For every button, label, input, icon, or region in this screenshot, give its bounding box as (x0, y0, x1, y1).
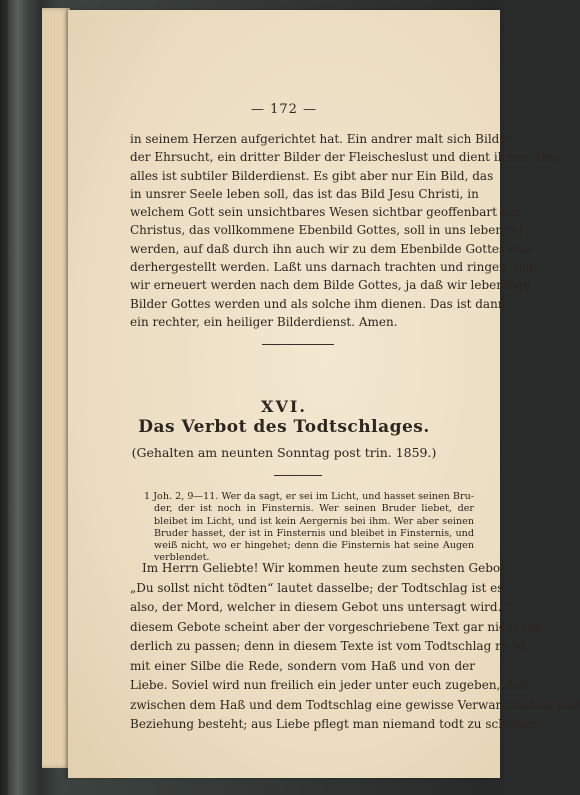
text-line: Im Herrn Geliebte! Wir kommen heute zum sechsten Gebot. (142, 561, 509, 575)
text-line: in seinem Herzen aufgerichtet hat. Ein andrer malt sich Bilder (130, 132, 513, 146)
verse-line: der, der ist noch in Finsternis. Wer seinen Bruder liebet, der (154, 503, 474, 515)
section-divider (262, 344, 334, 345)
text-line: „Du sollst nicht tödten“ lautet dasselbe; der Todtschlag ist es (130, 580, 504, 595)
section-title: Das Verbot des Todtschlages. (138, 417, 430, 437)
top-paragraph (130, 130, 559, 331)
scripture-verse (144, 491, 474, 565)
text-line: welchem Gott sein unsichtbares Wesen sichtbar geoffenbart hat. (130, 205, 525, 220)
text-line: ein rechter, ein heiliger Bilderdienst. Amen. (130, 314, 398, 329)
page-edges (42, 8, 70, 768)
body-paragraph (130, 559, 580, 735)
text-line: Liebe. Soviel wird nun freilich ein jeder unter euch zugeben, daß (130, 678, 528, 692)
section-number: XVI. (261, 397, 307, 416)
text-line: in unsrer Seele leben soll, das ist das Bild Jesu Christi, in (130, 186, 479, 201)
verse-line: weiß nicht, wo er hingehet; denn die Finsternis hat seine Augen (154, 540, 474, 552)
verse-line: 1 Joh. 2, 9—11. Wer da sagt, er sei im Licht, und hasset seinen Bru- (144, 491, 474, 502)
verse-line: Bruder hasset, der ist in Finsternis und bleibet in Finsternis, und (154, 527, 474, 539)
text-line: Beziehung besteht; aus Liebe pflegt man niemand todt zu schlagen, (130, 717, 544, 731)
text-line: wir erneuert werden nach dem Bilde Gottes, ja daß wir lebendige (130, 278, 531, 293)
text-line: zwischen dem Haß und dem Todtschlag eine gewisse Verwandtschaft und (130, 697, 580, 712)
text-line: Christus, das vollkommene Ebenbild Gottes, soll in uns lebendig (130, 223, 523, 238)
text-line: Bilder Gottes werden und als solche ihm dienen. Das ist dann (130, 296, 506, 311)
text-line: diesem Gebote scheint aber der vorgeschriebene Text gar nicht son- (130, 619, 548, 634)
section-subtitle: (Gehalten am neunten Sonntag post trin. 1859.) (131, 445, 437, 460)
text-line: mit einer Silbe die Rede, sondern vom Haß und von der (130, 658, 475, 673)
text-line: derlich zu passen; denn in diesem Texte ist vom Todtschlag nicht (130, 639, 526, 653)
text-line: werden, auf daß durch ihn auch wir zu dem Ebenbilde Gottes wie- (130, 241, 535, 256)
verse-line: verblendet. (154, 552, 210, 564)
text-line: alles ist subtiler Bilderdienst. Es gibt aber nur Ein Bild, das (130, 168, 494, 183)
book-spine (8, 0, 42, 795)
book-page (68, 10, 580, 778)
text-line: also, der Mord, welcher in diesem Gebot uns untersagt wird. Zu (130, 600, 522, 614)
text-line: derhergestellt werden. Laßt uns darnach trachten und ringen, daß (130, 260, 538, 275)
verse-line: bleibet im Licht, und ist kein Aergernis bei ihm. Wer aber seinen (154, 515, 474, 527)
text-line: der Ehrsucht, ein dritter Bilder der Fleischeslust und dient ihnen. Das (130, 150, 559, 165)
page-number: — 172 — (250, 102, 318, 117)
title-divider (274, 475, 322, 476)
